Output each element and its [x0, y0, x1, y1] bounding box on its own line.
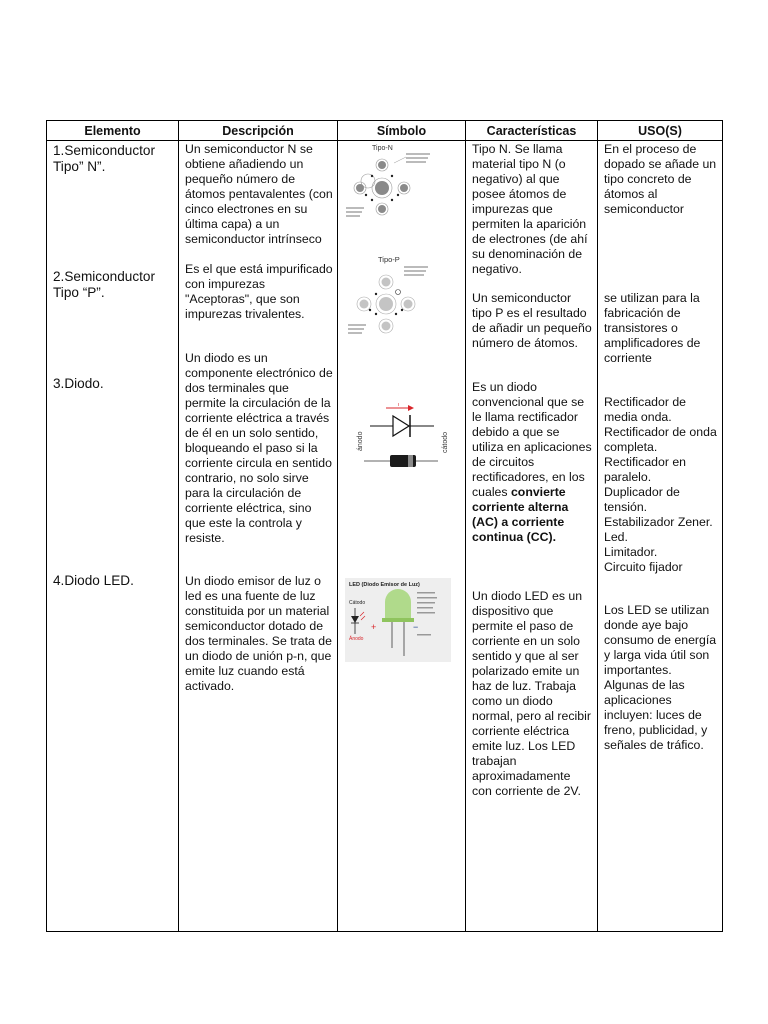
uses-n: En el proceso de dopado se añade un tipo concreto de átomos al semiconductor [604, 142, 717, 216]
diode-symbol [346, 403, 456, 493]
n-type-label: Tipo-N [372, 145, 393, 152]
led-diagram [345, 578, 451, 662]
column-usos [598, 141, 723, 932]
uses-led: Los LED se utilizan donde aye bajo consumo de energía y larga vida útil son importantes. Algunas de las aplicaciones incluyen: luces de freno, publicidad, y señales de tráfico. [604, 603, 717, 752]
element-name-led: 4.Diodo LED. [53, 573, 134, 588]
element-name-p: 2.Semiconductor Tipo “P”. [53, 269, 156, 300]
diode-anode-label: ánodo [357, 431, 364, 451]
characteristics-n: Tipo N. Se llama material tipo N (o negativo) al que posee átomos de impurezas que permiten la aparición de electrones (de ahí su denominación de negativo. [472, 142, 588, 276]
uses-diodo-item: Estabilizador Zener. [604, 515, 713, 529]
description-led: Un diodo emisor de luz o led es una fuente de luz constituida por un material semiconductor dotado de dos terminales. Se trata de un diodo de unión p-n, que emite luz cuando está activado. [185, 574, 332, 693]
uses-diodo-item: Led. [604, 530, 628, 544]
header-descripcion: Descripción [179, 121, 338, 141]
uses-diodo-list [604, 395, 718, 575]
header-caracteristicas: Características [466, 121, 598, 141]
led-cathode-label: Cátodo [349, 600, 366, 606]
n-type-atom-diagram [344, 143, 434, 223]
column-elemento [47, 141, 179, 932]
uses-diodo-item: Circuito fijador [604, 560, 683, 574]
diode-cathode-label: cátodo [442, 431, 449, 453]
characteristics-diodo [472, 380, 593, 545]
column-simbolo [338, 141, 466, 932]
uses-p: se utilizan para la fabricación de transistores o amplificadores de corriente [604, 291, 701, 365]
uses-diodo-item: Rectificador de onda completa. [604, 425, 717, 454]
table-header-row [47, 121, 723, 141]
svg-text:+: + [371, 622, 377, 632]
svg-text:−: − [413, 622, 419, 632]
element-name-n: 1.Semiconductor Tipo” N”. [53, 143, 156, 174]
description-n: Un semiconductor N se obtiene añadiendo un pequeño número de átomos pentavalentes (con cinco electrones en su última capa) a un semiconductor intrínseco [185, 142, 333, 246]
uses-diodo-item: Limitador. [604, 545, 658, 559]
p-type-atom-diagram [346, 254, 438, 344]
characteristics-diodo-text: Es un diodo convencional que se le llama rectificador debido a que se utiliza en aplicaciones de circuitos rectificadores, en los cuales [472, 380, 592, 499]
led-anode-label: Ánodo [349, 636, 364, 642]
diode-current-label: I [398, 403, 400, 408]
element-name-diodo: 3.Diodo. [53, 376, 104, 391]
description-diodo: Un diodo es un componente electrónico de dos terminales que permite la circulación de la corriente eléctrica a través de él en un solo sentido, bloqueando el paso si la corriente circula en sentido contrario, no solo sirve para la circulación de corriente eléctrica, sino que este la controla y resiste. [185, 351, 333, 545]
column-descripcion [179, 141, 338, 932]
uses-diodo-item: Rectificador de media onda. [604, 395, 687, 424]
description-p: Es el que está impurificado con impurezas "Aceptoras", que son impurezas trivalentes. [185, 262, 333, 321]
column-caracteristicas [466, 141, 598, 932]
characteristics-p: Un semiconductor tipo P es el resultado de añadir un pequeño número de átomos. [472, 291, 592, 350]
led-title: LED (Diodo Emisor de Luz) [349, 582, 420, 588]
uses-diodo-item: Rectificador en paralelo. [604, 455, 687, 484]
components-table [46, 120, 723, 932]
characteristics-led: Un diodo LED es un dispositivo que permite el paso de corriente en un solo sentido y que al ser polarizado emite un haz de luz. Trabaja como un diodo normal, pero al recibir corriente eléctrica emite luz. Los LED trabajan aproximadamente con corriente de 2V. [472, 589, 591, 798]
header-simbolo: Símbolo [338, 121, 466, 141]
header-usos: USO(S) [598, 121, 723, 141]
header-elemento: Elemento [47, 121, 179, 141]
uses-diodo-item: Duplicador de tensión. [604, 485, 680, 514]
table-body-row [47, 141, 723, 932]
characteristics-diodo-bold: convierte corriente alterna (AC) a corriente continua (CC). [472, 485, 569, 544]
p-type-label: Tipo-P [378, 255, 400, 264]
